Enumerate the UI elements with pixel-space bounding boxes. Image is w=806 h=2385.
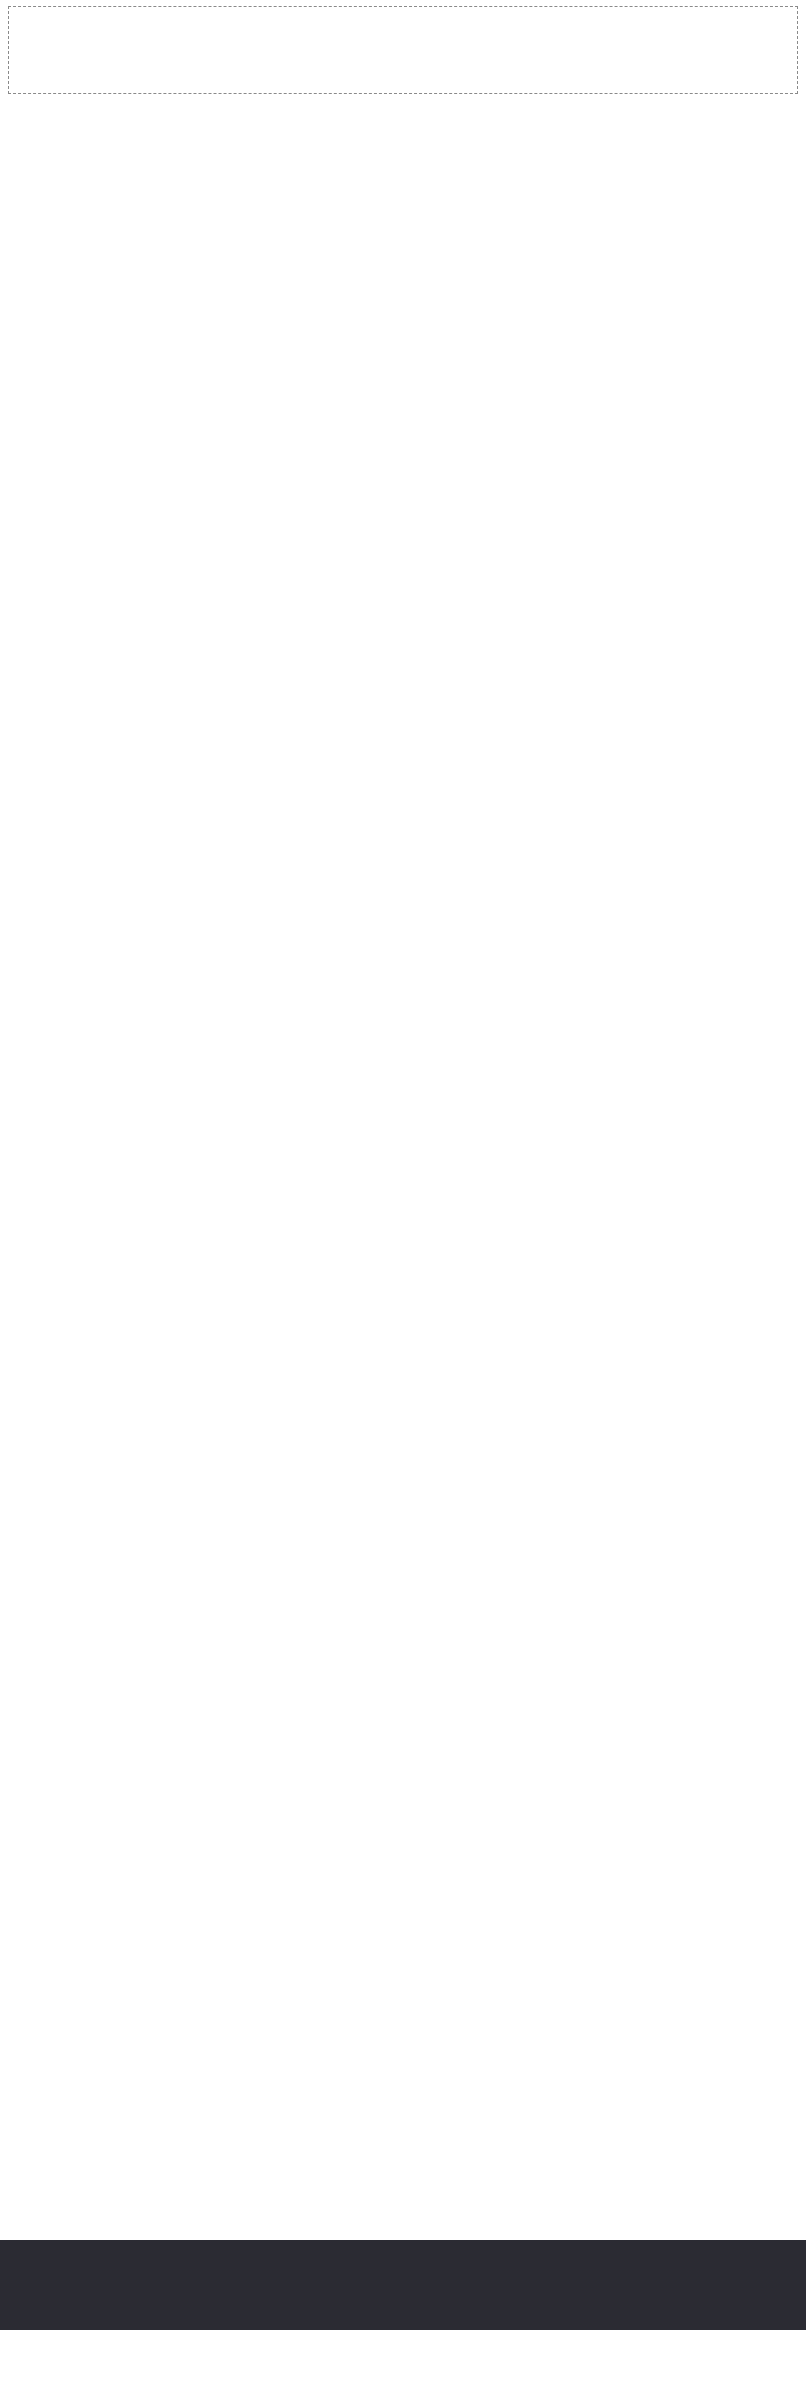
notice-body: [8, 100, 798, 2235]
header-row-1: [21, 13, 785, 50]
auction-terms-paragraph: [18, 448, 788, 472]
coordinates-line: [18, 208, 788, 232]
expert-view-section: [18, 388, 788, 436]
expert-opinion-section: [18, 184, 788, 232]
expert-view-paragraph: [18, 412, 788, 436]
header-row-2: [21, 50, 785, 87]
intro-paragraph: [18, 112, 788, 136]
expert-view-heading: [18, 388, 788, 412]
property-spec-paragraph: [18, 316, 788, 340]
expert-decision-section: [18, 280, 788, 304]
current-status-section: [18, 352, 788, 376]
address-section: [18, 244, 788, 268]
expert-opinion-paragraph: [18, 184, 788, 208]
manager-signature-line: [18, 484, 788, 508]
footer-band: [0, 2240, 806, 2330]
property-spec-section: [18, 316, 788, 340]
notice-header-box: [8, 6, 798, 94]
manager-section: [18, 484, 788, 508]
expert-decision-paragraph: [18, 280, 788, 304]
current-status-paragraph: [18, 352, 788, 376]
property-status-section: [18, 148, 788, 172]
address-paragraph: [18, 244, 788, 268]
property-status-paragraph: [18, 148, 788, 172]
auction-terms-section: [18, 448, 788, 472]
intro-section: [18, 112, 788, 136]
